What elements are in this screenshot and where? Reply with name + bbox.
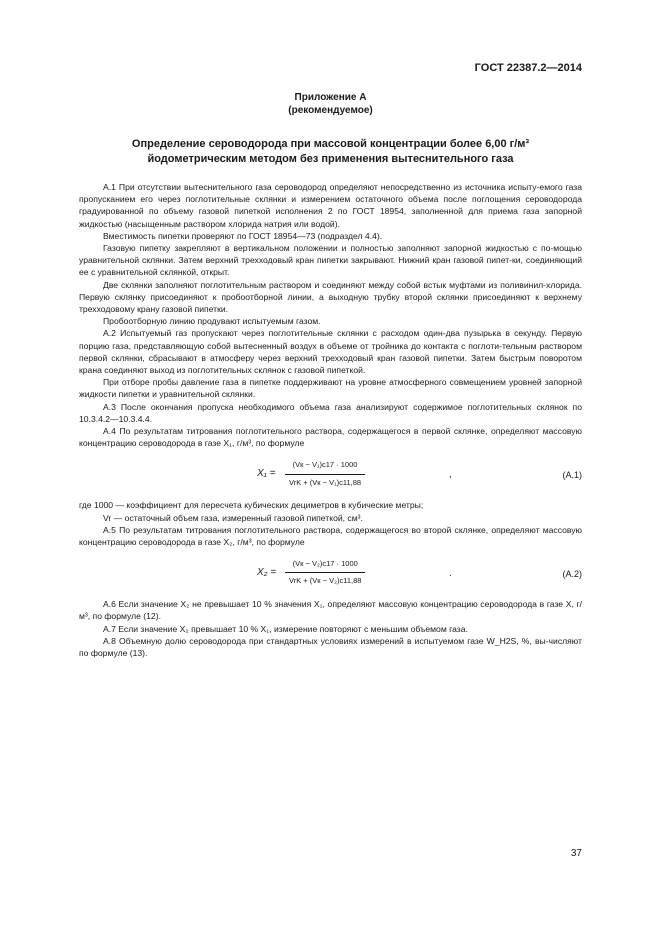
paragraph: Газовую пипетку закрепляют в вертикальном положении и полностью заполняют запорной жидкостью с по-мощью уравнительной склянки. Затем верхний трехходовый кран пипетки закрывают. Нижний кран газовой пипет-ки, соединяющий ее с уравнительной склянкой, открыт. xyxy=(79,243,582,278)
formula-fraction xyxy=(285,555,365,587)
paragraph: А.6 Если значение X₂ не превышает 10 % значения X₁, определяют массовую концентрацию сероводорода в газе X, г/м³, по формуле (12). xyxy=(79,599,582,622)
formula-fraction xyxy=(285,456,365,488)
annex-heading xyxy=(0,91,661,117)
formula-numerator: (Vк − V₁)c17 · 1000 xyxy=(285,456,365,474)
formula-lhs: X₁ = xyxy=(257,468,276,480)
annex-subtitle: (рекомендуемое) xyxy=(288,105,373,116)
formula-punctuation: , xyxy=(449,469,452,481)
paragraph: А.8 Объемную долю сероводорода при стандартных условиях измерений в испытуемом газе W_H2S, %, вы-числяют по формуле (13). xyxy=(79,635,582,659)
formula-punctuation: . xyxy=(449,568,452,580)
section-title-line2: йодометрическим методом без применения вытеснительного газа xyxy=(147,153,514,165)
paragraph: где 1000 — коэффициент для пересчета кубических дециметров в кубические метры; xyxy=(79,500,424,511)
formula-numerator: (Vк − V₂)c17 · 1000 xyxy=(285,555,365,573)
formula-a2 xyxy=(79,555,582,591)
paragraph: А.4 По результатам титрования поглотительного раствора, содержащегося в первой склянке, определяют массовую концентрацию сероводорода в газе X₁, г/м³, по формуле xyxy=(79,426,582,449)
paragraph: Vr — остаточный объем газа, измеренный газовой пипеткой, см³. xyxy=(103,512,363,523)
paragraph: Вместимость пипетки проверяют по ГОСТ 18954—73 (подраздел 4.4). xyxy=(103,230,383,241)
annex-title: Приложение А xyxy=(294,92,367,103)
document-body xyxy=(79,181,582,659)
formula-a1 xyxy=(79,456,582,492)
paragraph: А.3 После окончания пропуска необходимого объема газа анализируют содержимое поглотительных склянок по 10.3.4.2—10.3.4.4. xyxy=(79,401,582,424)
formula-number: (А.2) xyxy=(562,569,582,580)
paragraph: А.7 Если значение X₂ превышает 10 % X₁, измерение повторяют с меньшим объемом газа. xyxy=(103,623,468,634)
paragraph: А.1 При отсутствии вытеснительного газа сероводород определяют непосредственно из источника испыту-емого газа пропусканием его через поглотительные склянки и измерением остаточного объема после поглощения сероводорода градуированной по объему газовой пипеткой исполнения 2 по ГОСТ 18954, заполненной для приема газа запорной жидкостью (насыщенным раствором хлорида натрия или водой). xyxy=(79,182,582,229)
paragraph: А.5 По результатам титрования поглотительного раствора, содержащегося во второй склянке, определяют массовую концентрацию сероводорода в газе X₂, г/м³, по формуле xyxy=(79,524,582,548)
formula-denominator: VrK + (Vк − V₁)c11,88 xyxy=(289,477,362,487)
paragraph: Пробоотборную линию продувают испытуемым газом. xyxy=(103,316,321,327)
standard-code: ГОСТ 22387.2—2014 xyxy=(474,62,582,74)
section-title xyxy=(0,137,661,167)
formula-lhs: X₂ = xyxy=(257,567,277,579)
page-number: 37 xyxy=(570,848,582,859)
paragraph: Две склянки заполняют поглотительным раствором и соединяют между собой встык муфтами из поливинил-хлорида. Первую склянку присоединяют к пробоотборной линии, а выходную трубку второй склянки присоединяют к верхнему трехходовому крану газовой пипетки. xyxy=(79,279,582,315)
paragraph: А.2 Испытуемый газ пропускают через поглотительные склянки с расходом один-два пузырька в секунду. Первую порцию газа, представляющую собой вытесненный воздух в объеме от тройника до контакта с поглоти-тельным раствором первой склянки, сбрасывают в атмосферу через верхний трехходовый кран газовой пипетки. Затем быстрым поворотом крана соединяют выход из поглотительных склянок с газовой пипеткой. xyxy=(79,328,582,376)
formula-number: (А.1) xyxy=(562,470,582,481)
paragraph: При отборе пробы давление газа в пипетке поддерживают на уровне атмосферного совмещением уровней запорной жидкости пипетки и уравнительной склянки. xyxy=(79,377,582,400)
formula-denominator: VrK + (Vк − V₂)c11,88 xyxy=(289,576,362,586)
section-title-line1: Определение сероводорода при массовой концентрации более 6,00 г/м³ xyxy=(131,138,530,150)
